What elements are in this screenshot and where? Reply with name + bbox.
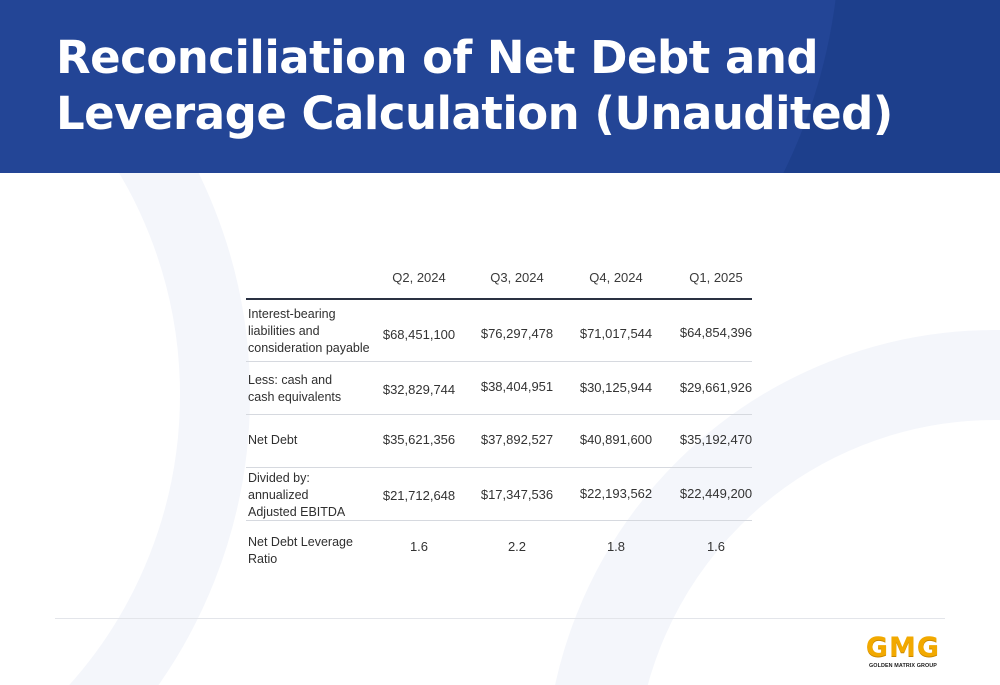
table-cell: $76,297,478 <box>480 326 554 341</box>
row-label: Less: cash and cash equivalents <box>248 373 342 404</box>
row-label: Interest-bearing liabilities and consideration payable <box>248 307 370 355</box>
table-cell: $30,125,944 <box>579 380 653 395</box>
table-cell: 2.2 <box>507 539 527 554</box>
table-cell: 1.6 <box>409 539 429 554</box>
table-cell: 1.8 <box>606 539 626 554</box>
table-cell: $22,449,200 <box>679 486 753 501</box>
company-logo <box>860 634 946 670</box>
row-label: Net Debt <box>248 433 298 447</box>
table-cell: $21,712,648 <box>382 488 456 503</box>
table-row <box>246 468 752 521</box>
footer-divider <box>55 618 945 619</box>
table-cell: $35,621,356 <box>382 432 456 447</box>
table-cell: 1.6 <box>706 539 726 554</box>
table-cell: $64,854,396 <box>679 325 753 340</box>
table-cell: $35,192,470 <box>679 432 753 447</box>
table-row <box>246 415 752 468</box>
column-header-q4-2024: Q4, 2024 <box>589 270 643 285</box>
table-cell: $40,891,600 <box>579 432 653 447</box>
slide-title: Reconciliation of Net Debt and Leverage Calculation (Unaudited) <box>56 31 893 140</box>
table-cell: $17,347,536 <box>480 487 554 502</box>
table-cell: $38,404,951 <box>480 379 554 394</box>
column-header-q1-2025: Q1, 2025 <box>689 270 743 285</box>
table-cell: $32,829,744 <box>382 382 456 397</box>
reconciliation-table <box>246 262 752 573</box>
column-header-q3-2024: Q3, 2024 <box>490 270 544 285</box>
table-cell: $29,661,926 <box>679 380 753 395</box>
slide-header <box>0 0 1000 173</box>
table-cell: $71,017,544 <box>579 326 653 341</box>
logo-company-name: GOLDEN MATRIX GROUP <box>869 663 937 669</box>
table-row <box>246 362 752 415</box>
table-cell: $22,193,562 <box>579 486 653 501</box>
table-cell: $68,451,100 <box>382 327 456 342</box>
logo-mark: GMG <box>865 632 941 663</box>
table-row <box>246 300 752 362</box>
column-header-q2-2024: Q2, 2024 <box>392 270 446 285</box>
row-label: Divided by: annualized Adjusted EBITDA <box>248 471 346 519</box>
row-label: Net Debt Leverage Ratio <box>248 535 353 566</box>
table-row <box>246 521 752 573</box>
table-header-row <box>246 262 752 300</box>
table-cell: $37,892,527 <box>480 432 554 447</box>
